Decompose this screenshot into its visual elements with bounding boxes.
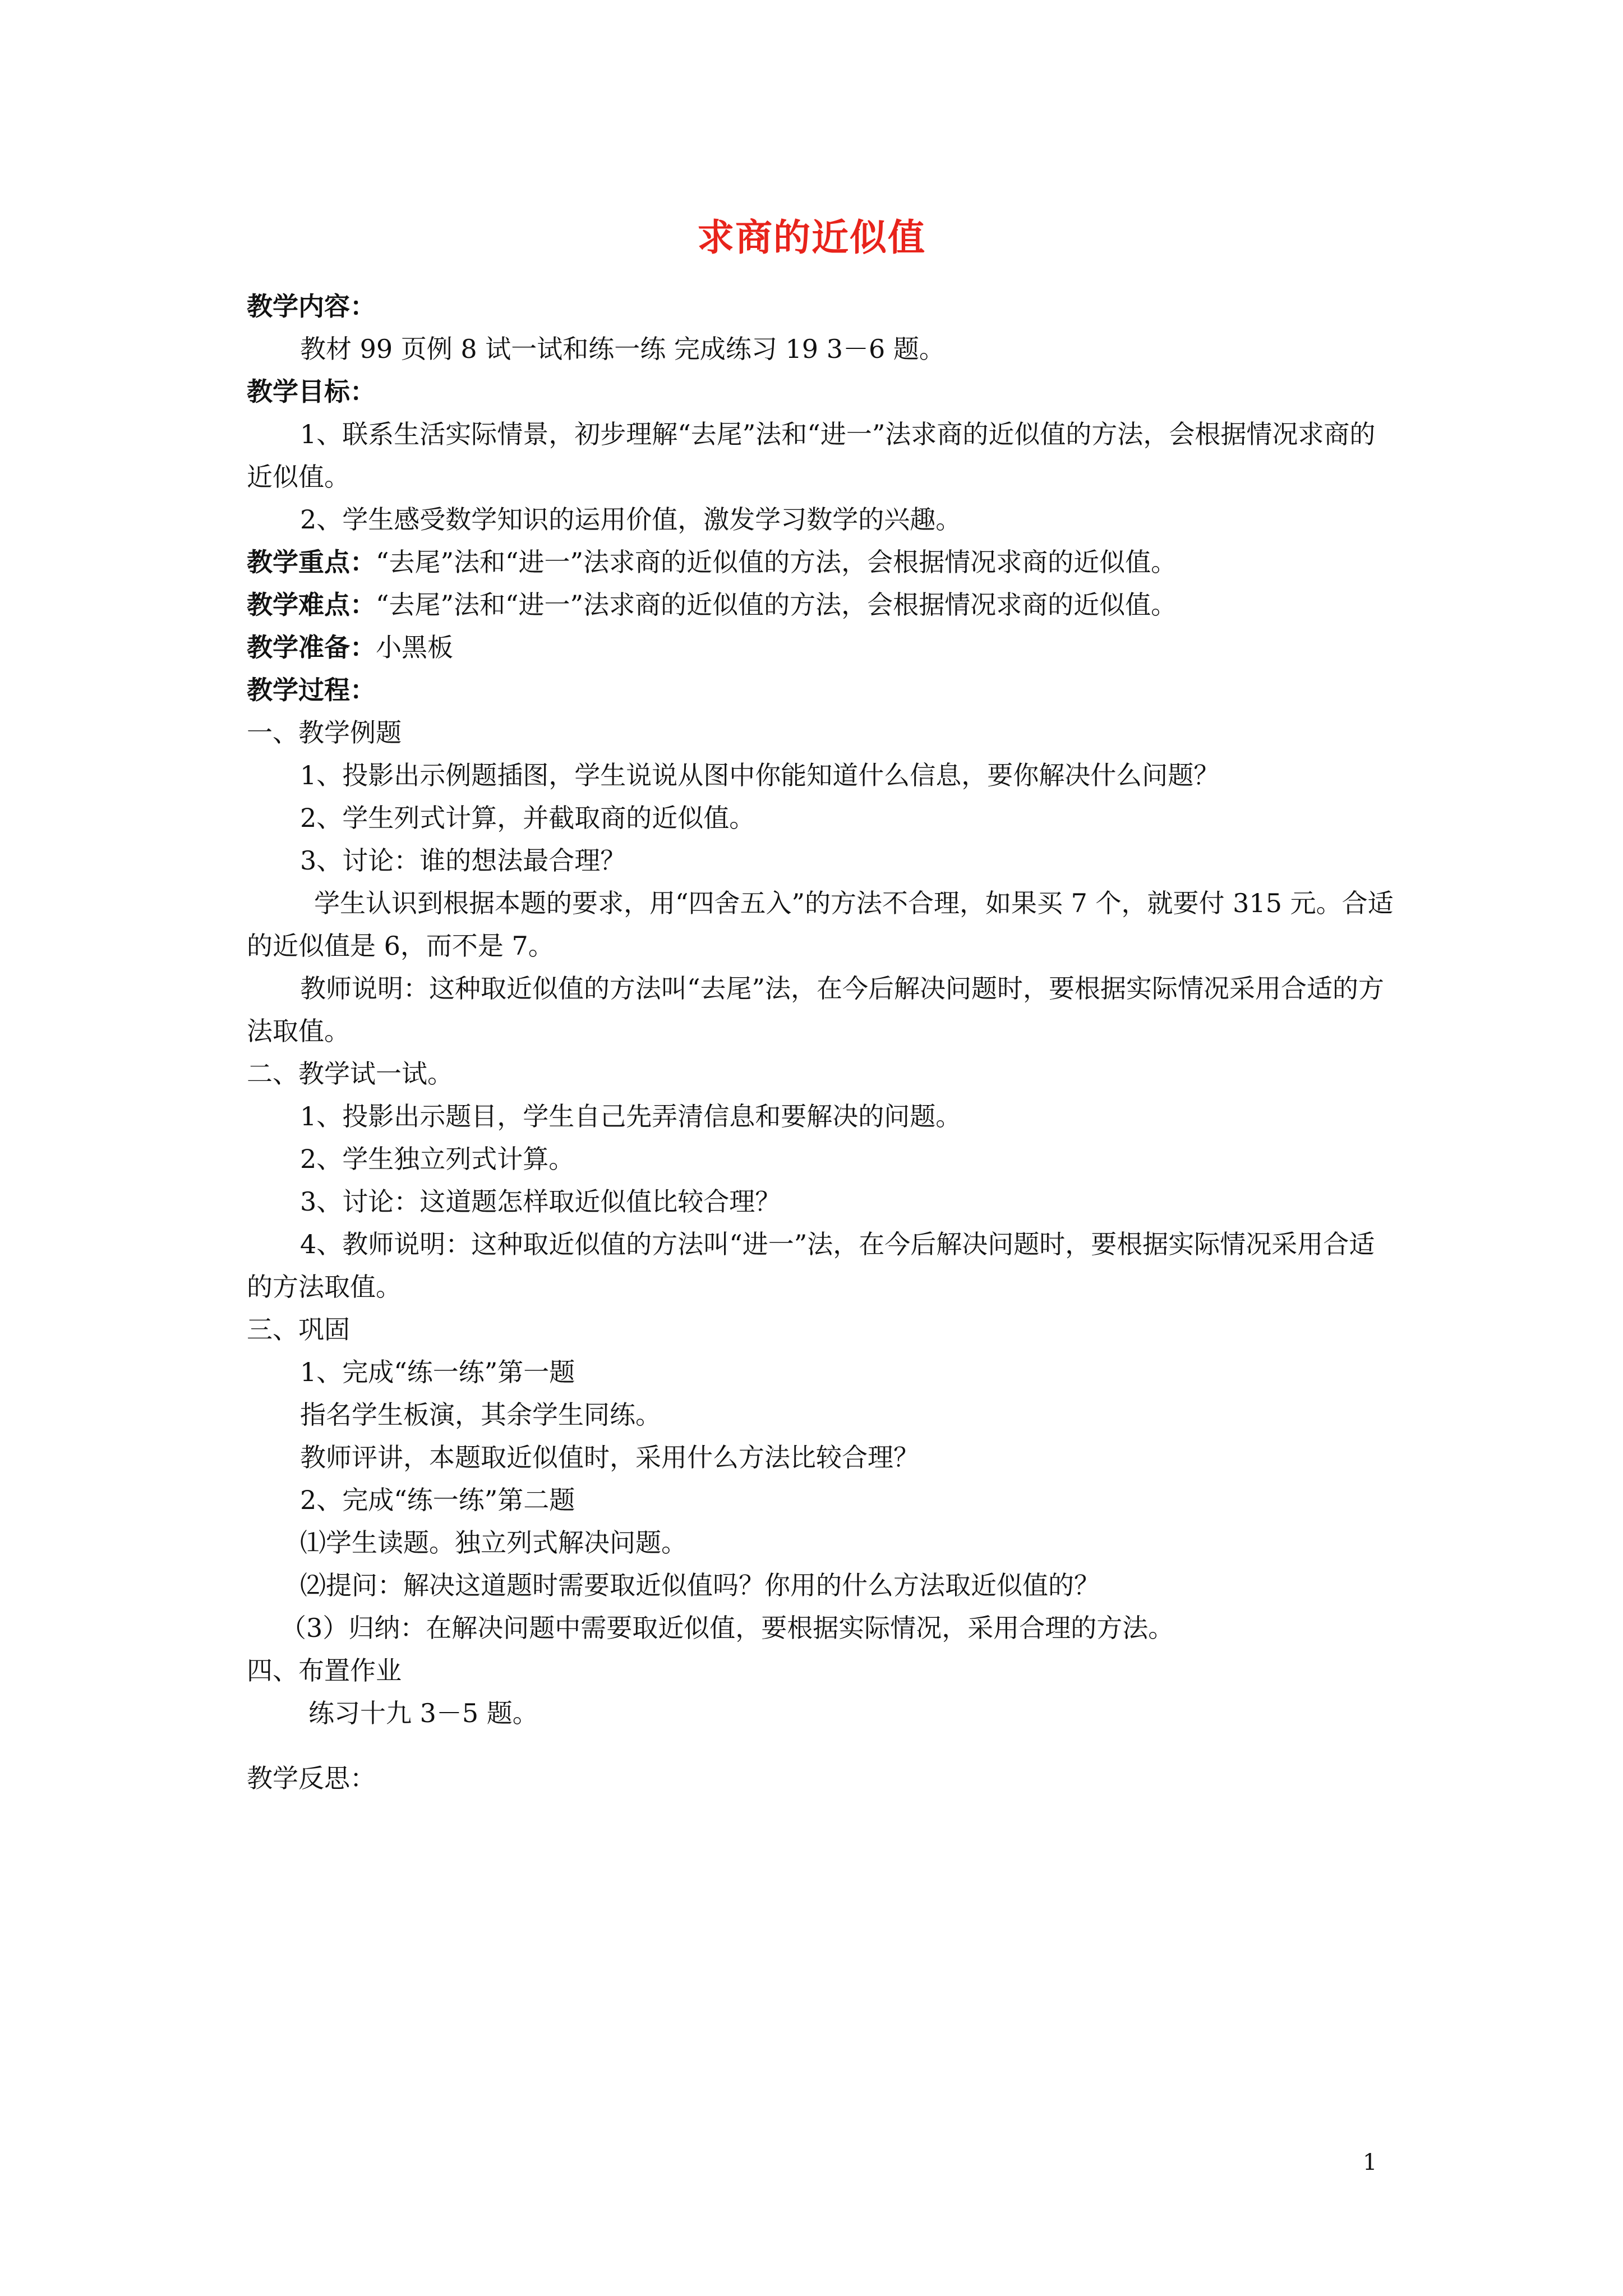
- section-3-item-1b: 教师评讲，本题取近似值时，采用什么方法比较合理？: [300, 1442, 919, 1473]
- section-4-item-1: 练习十九 3－5 题。: [308, 1698, 538, 1728]
- difficulty-points: [247, 583, 1396, 626]
- prep-text: 小黑板: [376, 632, 453, 662]
- section-1-paragraph-2: 教师说明：这种取近似值的方法叫“去尾”法，在今后解决问题时，要根据实际情况采用合适的方法取值。: [247, 973, 1385, 1046]
- difficulty-text: “去尾”法和“进一”法求商的近似值的方法，会根据情况求商的近似值。: [376, 590, 1177, 620]
- section-2-item-4: 4、教师说明：这种取近似值的方法叫“进一”法，在今后解决问题时，要根据实际情况采用合适的方法取值。: [247, 1229, 1375, 1302]
- section-3-item-2a: ⑴学生读题。独立列式解决问题。: [300, 1527, 687, 1558]
- document-title: 求商的近似值: [697, 215, 926, 259]
- section-2-item-3: 3、讨论：这道题怎样取近似值比较合理？: [300, 1186, 781, 1217]
- section-1-item-2: 2、学生列式计算，并截取商的近似值。: [300, 803, 755, 833]
- document-body: [247, 285, 1396, 1800]
- preparation: [247, 626, 1396, 669]
- key-points: [247, 541, 1396, 583]
- prep-label: 教学准备：: [247, 632, 376, 662]
- goal-1: 1、联系生活实际情景，初步理解“去尾”法和“进一”法求商的近似值的方法，会根据情况求商的近似值。: [247, 419, 1376, 492]
- page-number: 1: [1363, 2150, 1377, 2175]
- section-1-item-3: 3、讨论：谁的想法最合理？: [300, 845, 626, 876]
- key-label: 教学重点：: [247, 547, 376, 577]
- process-label: 教学过程：: [247, 675, 376, 705]
- section-2-title: 二、教学试一试。: [247, 1059, 453, 1089]
- section-3-item-2c: （3）归纳：在解决问题中需要取近似值，要根据实际情况，采用合理的方法。: [280, 1613, 1174, 1643]
- section-1-title: 一、教学例题: [247, 717, 402, 748]
- section-3-item-1: 1、完成“练一练”第一题: [300, 1357, 575, 1387]
- reflection-label: 教学反思：: [247, 1763, 376, 1793]
- section-1-paragraph-1: 学生认识到根据本题的要求，用“四舍五入”的方法不合理，如果买 7 个，就要付 315 元。合适的近似值是 6，而不是 7。: [247, 888, 1394, 961]
- difficulty-label: 教学难点：: [247, 590, 376, 620]
- key-text: “去尾”法和“进一”法求商的近似值的方法，会根据情况求商的近似值。: [376, 547, 1177, 577]
- section-3-item-2b: ⑵提问：解决这道题时需要取近似值吗？你用的什么方法取近似值的？: [300, 1570, 1100, 1600]
- content-label: 教学内容：: [247, 291, 376, 321]
- section-3-item-1a: 指名学生板演，其余学生同练。: [300, 1400, 661, 1430]
- goals-label: 教学目标：: [247, 376, 376, 407]
- section-3-item-2: 2、完成“练一练”第二题: [300, 1485, 575, 1515]
- section-3-title: 三、巩固: [247, 1314, 350, 1345]
- content-text: 教材 99 页例 8 试一试和练一练 完成练习 19 3－6 题。: [300, 334, 945, 364]
- section-4-title: 四、布置作业: [247, 1655, 402, 1686]
- section-1-item-1: 1、投影出示例题插图，学生说说从图中你能知道什么信息，要你解决什么问题？: [300, 760, 1220, 790]
- section-2-item-2: 2、学生独立列式计算。: [300, 1144, 575, 1174]
- section-2-item-1: 1、投影出示题目，学生自己先弄清信息和要解决的问题。: [300, 1101, 962, 1131]
- goal-2: 2、学生感受数学知识的运用价值，激发学习数学的兴趣。: [300, 504, 962, 535]
